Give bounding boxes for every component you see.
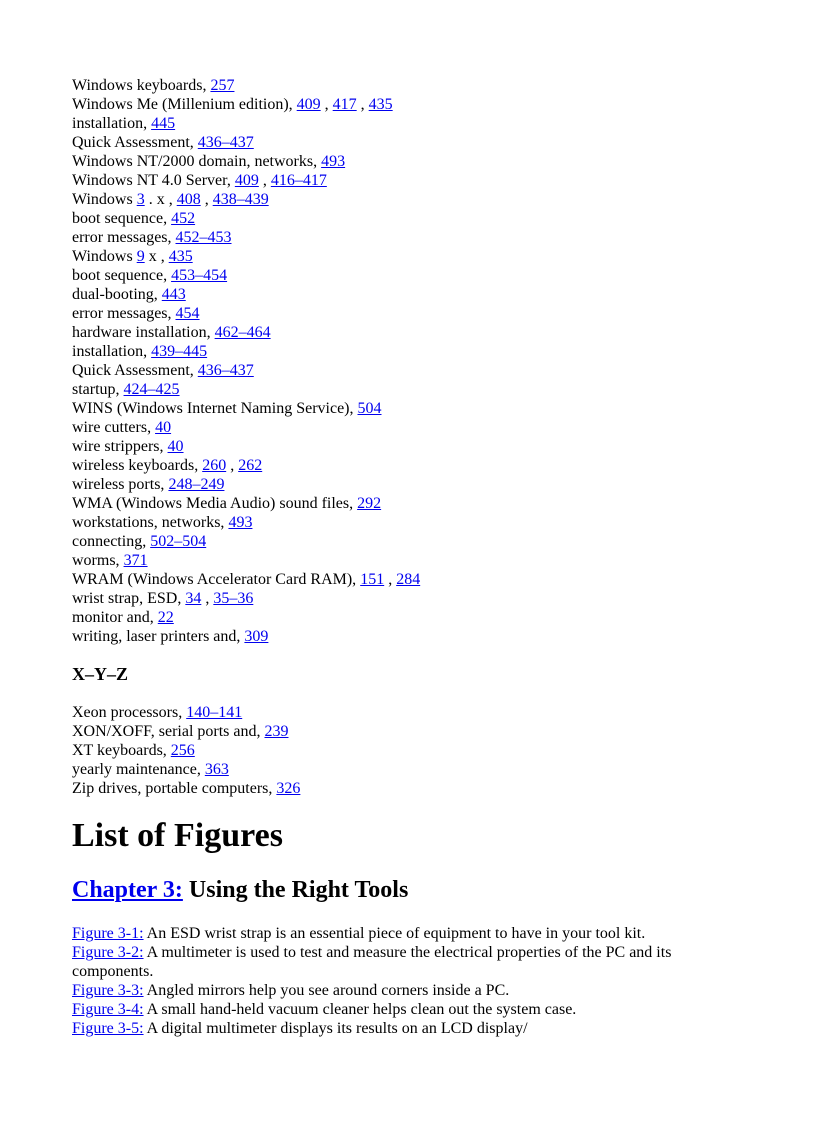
index-entry-text: boot sequence, bbox=[72, 210, 172, 227]
index-entry bbox=[72, 228, 772, 247]
index-entry bbox=[72, 703, 772, 722]
index-entry-text: error messages, bbox=[72, 305, 176, 322]
figure-entry bbox=[72, 1019, 692, 1038]
separator: , bbox=[200, 191, 213, 208]
index-entry bbox=[72, 209, 772, 228]
index-entry-text: wireless ports, bbox=[72, 476, 169, 493]
index-entry-text: connecting, bbox=[72, 533, 151, 550]
page-ref-link[interactable]: 502–504 bbox=[150, 533, 207, 550]
index-entry-text: dual-booting, bbox=[72, 286, 162, 303]
index-entry-text: Windows NT 4.0 Server, bbox=[72, 172, 235, 189]
index-entry bbox=[72, 418, 772, 437]
index-entry bbox=[72, 171, 772, 190]
page-ref-link[interactable]: 435 bbox=[368, 96, 393, 113]
page-ref-link[interactable]: 257 bbox=[210, 77, 235, 94]
page-ref-link[interactable]: 248–249 bbox=[168, 476, 225, 493]
index-entry bbox=[72, 513, 772, 532]
index-entry-text: monitor and, bbox=[72, 609, 158, 626]
page-ref-link[interactable]: 140–141 bbox=[186, 704, 243, 721]
figure-link[interactable]: Figure 3-3: bbox=[72, 982, 144, 999]
page-ref-link[interactable]: 371 bbox=[123, 552, 148, 569]
index-entry bbox=[72, 627, 772, 646]
page-ref-link[interactable]: 416–417 bbox=[270, 172, 327, 189]
page-ref-link[interactable]: 22 bbox=[157, 609, 174, 626]
page-ref-link[interactable]: 292 bbox=[357, 495, 382, 512]
index-entry bbox=[72, 399, 772, 418]
list-of-figures-title: List of Figures bbox=[72, 817, 283, 854]
index-entry-text: Windows Me (Millenium edition), bbox=[72, 96, 297, 113]
page-ref-link[interactable]: 417 bbox=[332, 96, 357, 113]
index-entry-text: wire cutters, bbox=[72, 419, 156, 436]
index-xyz-entries bbox=[72, 703, 772, 798]
page-ref-link[interactable]: 256 bbox=[170, 742, 195, 759]
index-entry-text: XON/XOFF, serial ports and, bbox=[72, 723, 265, 740]
figure-entry bbox=[72, 981, 692, 1000]
page-ref-link[interactable]: 435 bbox=[168, 248, 193, 265]
index-entry bbox=[72, 494, 772, 513]
index-entry-text: Windows NT/2000 domain, networks, bbox=[72, 153, 322, 170]
index-entry bbox=[72, 741, 772, 760]
page-ref-link[interactable]: 438–439 bbox=[212, 191, 269, 208]
index-entry bbox=[72, 361, 772, 380]
index-entry bbox=[72, 133, 772, 152]
index-entry-text: WINS (Windows Internet Naming Service), bbox=[72, 400, 358, 417]
page-ref-link[interactable]: 424–425 bbox=[123, 381, 180, 398]
index-entry bbox=[72, 266, 772, 285]
page-ref-link[interactable]: 453–454 bbox=[171, 267, 228, 284]
index-entry bbox=[72, 247, 772, 266]
index-entry bbox=[72, 779, 772, 798]
figure-link[interactable]: Figure 3-4: bbox=[72, 1001, 144, 1018]
chapter-heading bbox=[72, 874, 408, 906]
page-ref-link[interactable]: 239 bbox=[264, 723, 289, 740]
page-ref-link[interactable]: 260 bbox=[202, 457, 227, 474]
page-ref-link[interactable]: 493 bbox=[321, 153, 346, 170]
index-entry-text: wire strippers, bbox=[72, 438, 168, 455]
figure-entry bbox=[72, 924, 692, 943]
index-entry-text: XT keyboards, bbox=[72, 742, 171, 759]
page-ref-link[interactable]: 439–445 bbox=[151, 343, 208, 360]
chapter-title: Using the Right Tools bbox=[182, 877, 409, 903]
index-entry bbox=[72, 551, 772, 570]
index-entry bbox=[72, 323, 772, 342]
figure-entry bbox=[72, 943, 692, 981]
figure-caption: A multimeter is used to test and measure the electrical properties of the PC and its components. bbox=[72, 944, 672, 980]
index-entry bbox=[72, 380, 772, 399]
index-entry bbox=[72, 532, 772, 551]
page-ref-link[interactable]: 309 bbox=[244, 628, 269, 645]
index-entry-text: writing, laser printers and, bbox=[72, 628, 245, 645]
page-ref-link[interactable]: 34 bbox=[185, 590, 202, 607]
index-entry bbox=[72, 152, 772, 171]
index-entry-text: WMA (Windows Media Audio) sound files, bbox=[72, 495, 358, 512]
page-ref-link[interactable]: 445 bbox=[151, 115, 176, 132]
index-entry-text: Windows bbox=[72, 248, 137, 265]
page-ref-link[interactable]: 9 bbox=[136, 248, 145, 265]
index-entry-text: hardware installation, bbox=[72, 324, 215, 341]
page-ref-link[interactable]: 454 bbox=[175, 305, 200, 322]
index-entry bbox=[72, 760, 772, 779]
index-entry-text: wireless keyboards, bbox=[72, 457, 203, 474]
index-entry-text: Zip drives, portable computers, bbox=[72, 780, 277, 797]
page-ref-link[interactable]: 504 bbox=[357, 400, 382, 417]
separator: , bbox=[320, 96, 333, 113]
separator: . x , bbox=[144, 191, 177, 208]
index-entry-text: installation, bbox=[72, 115, 152, 132]
figure-caption: An ESD wrist strap is an essential piece of equipment to have in your tool kit. bbox=[143, 925, 646, 942]
figure-entry bbox=[72, 1000, 692, 1019]
separator: , bbox=[226, 457, 239, 474]
page-ref-link[interactable]: 452–453 bbox=[175, 229, 232, 246]
page-ref-link[interactable]: 3 bbox=[136, 191, 145, 208]
page-ref-link[interactable]: 40 bbox=[167, 438, 184, 455]
index-entry-text: WRAM (Windows Accelerator Card RAM), bbox=[72, 571, 361, 588]
index-entry bbox=[72, 95, 772, 114]
index-entry bbox=[72, 475, 772, 494]
page-ref-link[interactable]: 363 bbox=[204, 761, 229, 778]
index-entry-text: startup, bbox=[72, 381, 124, 398]
chapter-link[interactable]: Chapter 3: bbox=[72, 877, 183, 903]
page-ref-link[interactable]: 262 bbox=[238, 457, 263, 474]
page-ref-link[interactable]: 408 bbox=[176, 191, 201, 208]
figure-link[interactable]: Figure 3-1: bbox=[72, 925, 144, 942]
page-ref-link[interactable]: 409 bbox=[234, 172, 259, 189]
separator: , bbox=[258, 172, 271, 189]
index-entry bbox=[72, 285, 772, 304]
index-entry-text: wrist strap, ESD, bbox=[72, 590, 186, 607]
figures-list bbox=[72, 924, 692, 1038]
page-ref-link[interactable]: 452 bbox=[171, 210, 196, 227]
index-entry-text: worms, bbox=[72, 552, 124, 569]
separator: x , bbox=[144, 248, 169, 265]
page-ref-link[interactable]: 326 bbox=[276, 780, 301, 797]
index-entry bbox=[72, 304, 772, 323]
figure-caption: A digital multimeter displays its results on an LCD display/ bbox=[143, 1020, 528, 1037]
index-entry bbox=[72, 342, 772, 361]
index-entry bbox=[72, 114, 772, 133]
index-entry-text: workstations, networks, bbox=[72, 514, 229, 531]
figure-caption: A small hand-held vacuum cleaner helps clean out the system case. bbox=[143, 1001, 577, 1018]
separator: , bbox=[356, 96, 369, 113]
index-entry-text: Xeon processors, bbox=[72, 704, 187, 721]
index-entry-text: installation, bbox=[72, 343, 152, 360]
index-entry bbox=[72, 190, 772, 209]
page-ref-link[interactable]: 409 bbox=[296, 96, 321, 113]
index-entry bbox=[72, 570, 772, 589]
separator: , bbox=[384, 571, 397, 588]
page-ref-link[interactable]: 284 bbox=[396, 571, 421, 588]
index-entry bbox=[72, 722, 772, 741]
index-entry-text: boot sequence, bbox=[72, 267, 172, 284]
index-w-entries bbox=[72, 76, 772, 646]
index-entry bbox=[72, 437, 772, 456]
page-ref-link[interactable]: 493 bbox=[228, 514, 253, 531]
index-entry-text: error messages, bbox=[72, 229, 176, 246]
index-entry bbox=[72, 608, 772, 627]
index-entry-text: yearly maintenance, bbox=[72, 761, 205, 778]
index-entry bbox=[72, 456, 772, 475]
index-entry-text: Windows keyboards, bbox=[72, 77, 211, 94]
index-entry-text: Quick Assessment, bbox=[72, 134, 198, 151]
separator: , bbox=[201, 590, 214, 607]
page-ref-link[interactable]: 436–437 bbox=[197, 362, 254, 379]
page-ref-link[interactable]: 436–437 bbox=[197, 134, 254, 151]
figure-caption: Angled mirrors help you see around corners inside a PC. bbox=[143, 982, 510, 999]
section-heading-xyz: X–Y–Z bbox=[72, 664, 129, 684]
index-entry bbox=[72, 76, 772, 95]
page-ref-link[interactable]: 462–464 bbox=[214, 324, 271, 341]
page-ref-link[interactable]: 35–36 bbox=[213, 590, 254, 607]
figure-link[interactable]: Figure 3-5: bbox=[72, 1020, 144, 1037]
index-entry bbox=[72, 589, 772, 608]
page-ref-link[interactable]: 443 bbox=[161, 286, 186, 303]
index-entry-text: Quick Assessment, bbox=[72, 362, 198, 379]
page-ref-link[interactable]: 151 bbox=[360, 571, 385, 588]
page-ref-link[interactable]: 40 bbox=[155, 419, 172, 436]
figure-link[interactable]: Figure 3-2: bbox=[72, 944, 144, 961]
index-entry-text: Windows bbox=[72, 191, 137, 208]
